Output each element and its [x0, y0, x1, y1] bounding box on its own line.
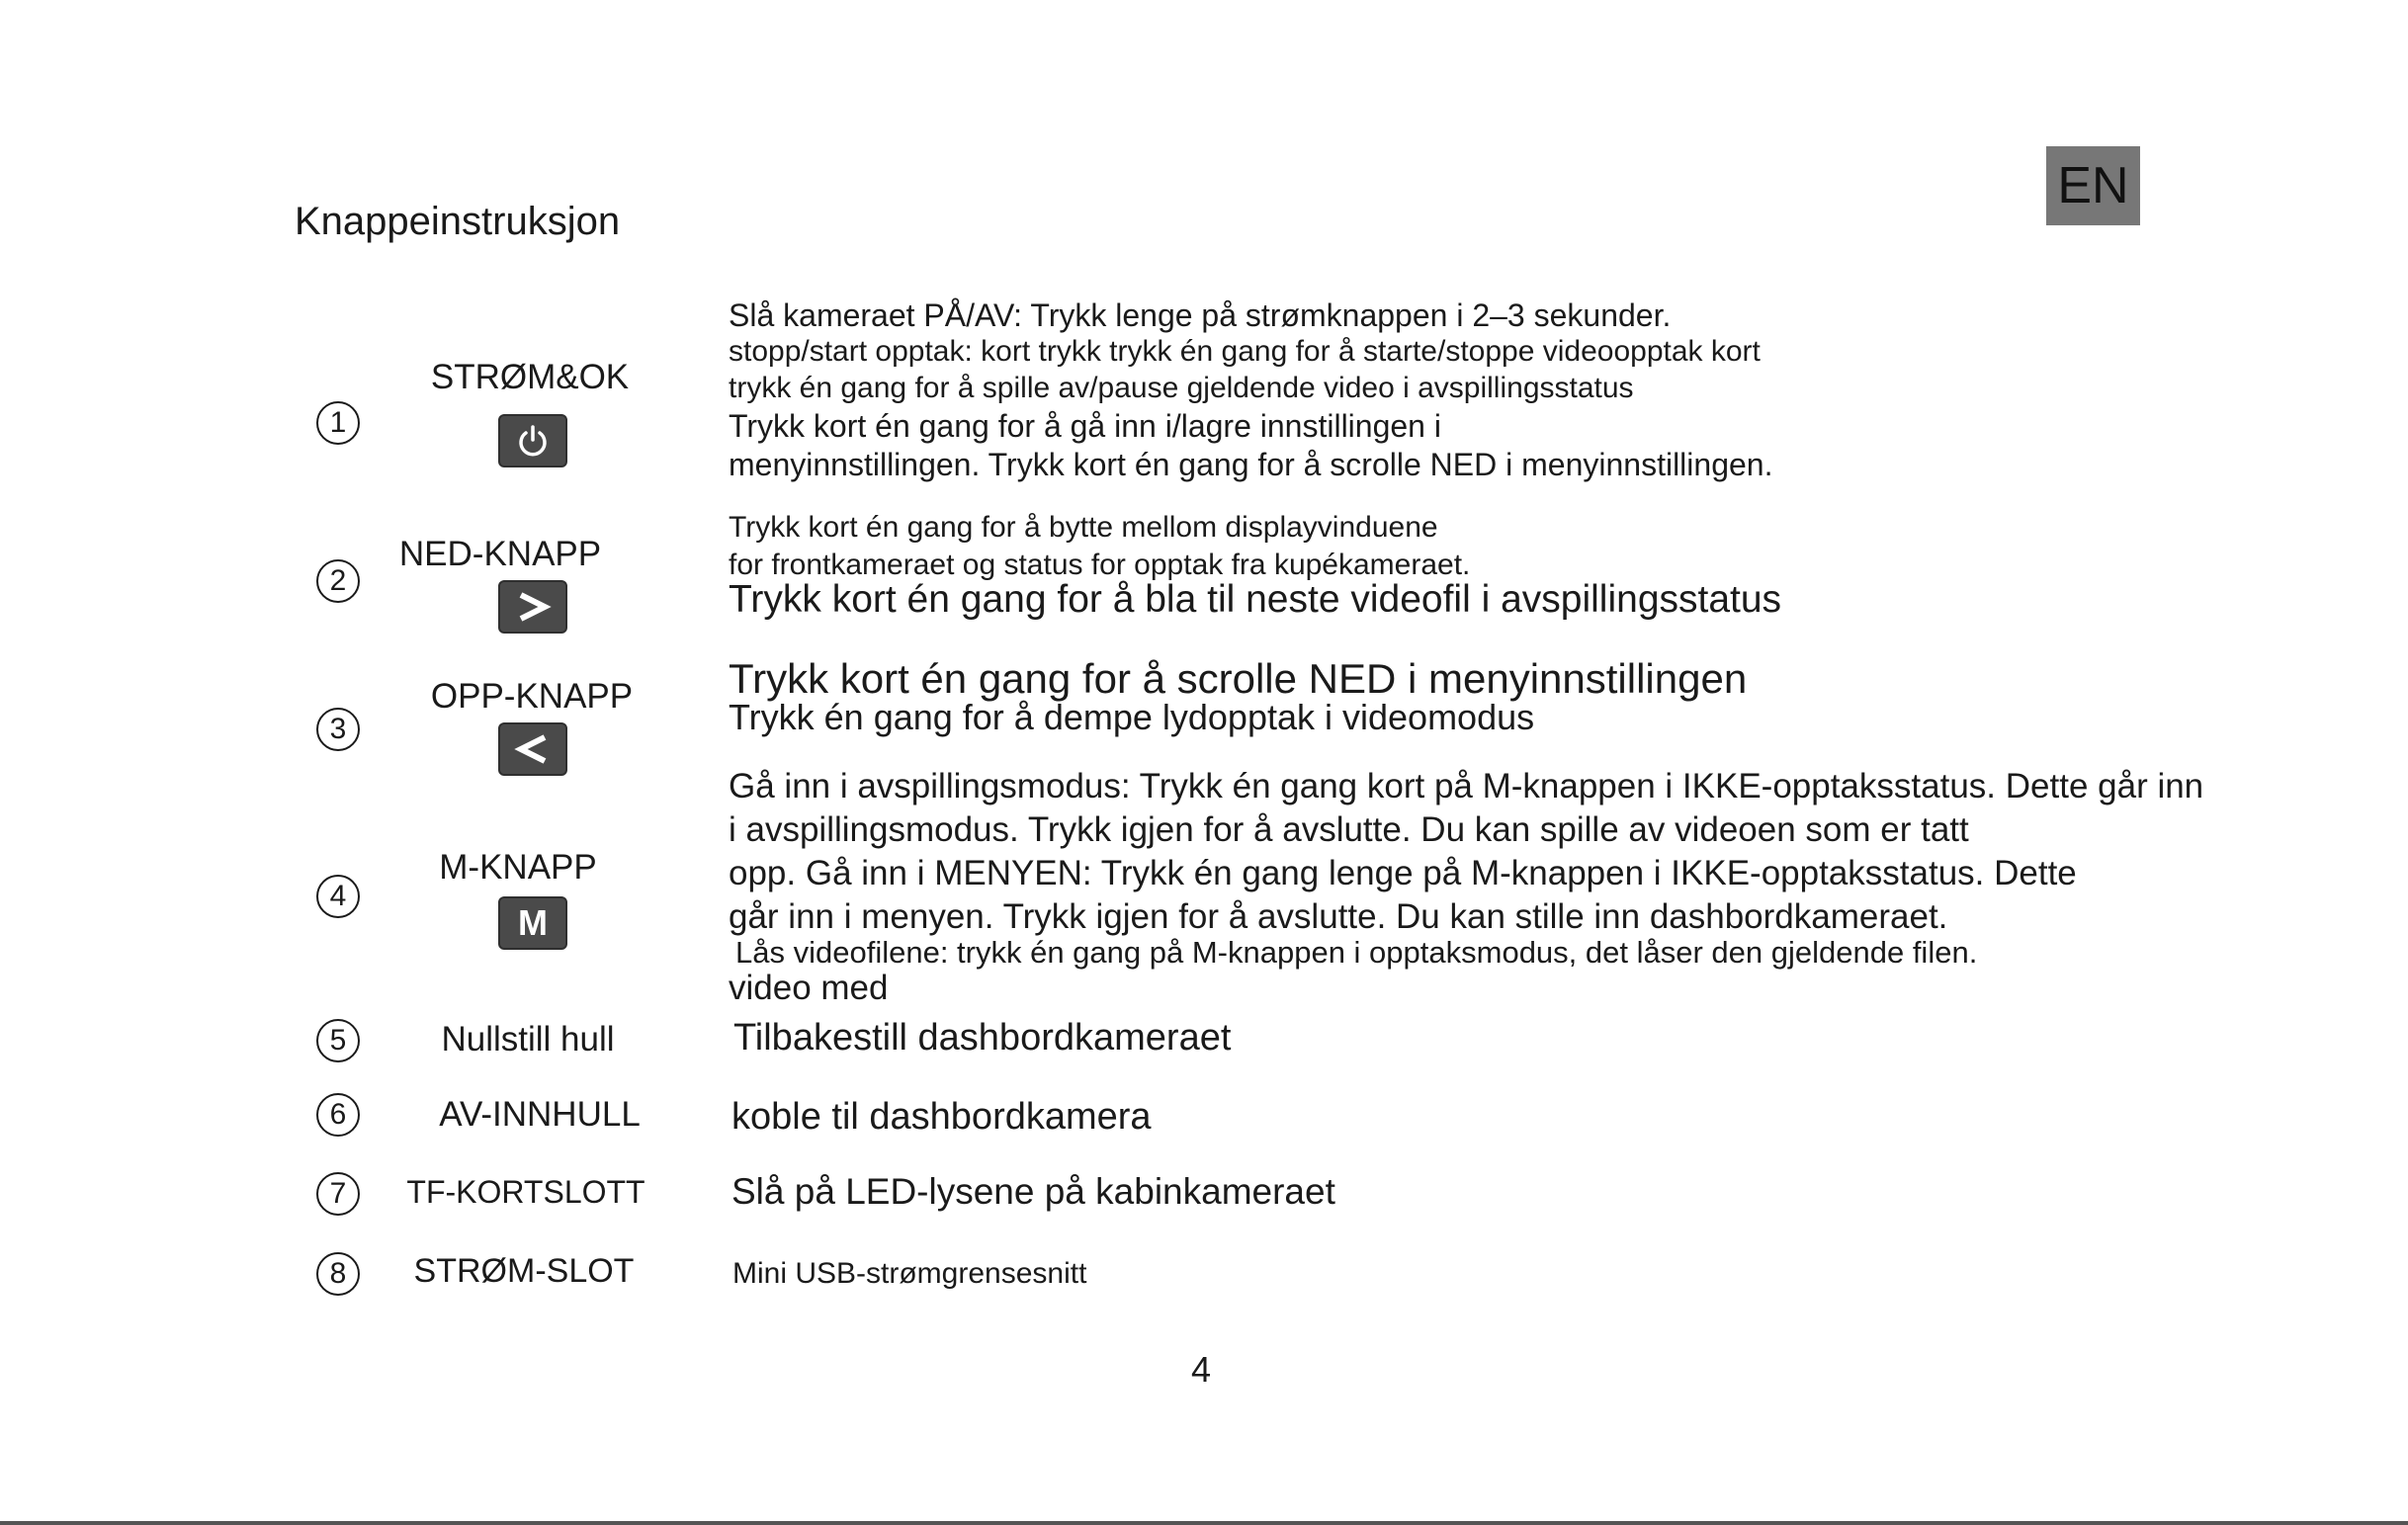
- description-line: Mini USB-strømgrensesnitt: [732, 1257, 1087, 1290]
- description-line: koble til dashbordkamera: [731, 1096, 1152, 1138]
- description-line: i avspillingsmodus. Trykk igjen for å avslutte. Du kan spille av videoen som er tatt: [729, 810, 1969, 849]
- description-line: Lås videofilene: trykk én gang på M-knappen i opptaksmodus, det låser den gjeldende filen.: [735, 935, 1978, 970]
- button-label-tf-card: TF-KORTSLOTT: [406, 1174, 645, 1210]
- description-line: Trykk kort én gang for å scrolle NED i menyinnstillingen: [729, 655, 1748, 702]
- button-label-av-in: AV-INNHULL: [439, 1095, 641, 1134]
- item-number-6: 6: [316, 1093, 360, 1137]
- description-line: Trykk kort én gang for å gå inn i/lagre innstillingen i: [729, 408, 1441, 444]
- description-line: Slå på LED-lysene på kabinkameraet: [731, 1171, 1335, 1212]
- power-key: [498, 414, 567, 467]
- button-label-down: NED-KNAPP: [398, 535, 602, 573]
- button-label-reset: Nullstill hull: [441, 1020, 615, 1059]
- down-key: [498, 580, 567, 634]
- description-line: Trykk én gang for å dempe lydopptak i videomodus: [729, 697, 1535, 737]
- m-key: [498, 896, 567, 950]
- chevron-right-icon: [513, 589, 553, 625]
- language-badge: EN: [2046, 146, 2140, 225]
- button-label-up: OPP-KNAPP: [430, 677, 634, 716]
- m-key-icon: M: [518, 902, 548, 943]
- description-line: stopp/start opptak: kort trykk trykk én gang for å starte/stoppe videoopptak kort: [729, 335, 1761, 368]
- description-line: Trykk kort én gang for å bla til neste videofil i avspillingsstatus: [729, 578, 1782, 621]
- item-number-4: 4: [316, 875, 360, 918]
- item-number-7: 7: [316, 1172, 360, 1216]
- item-number-5: 5: [316, 1019, 360, 1062]
- item-number-8: 8: [316, 1252, 360, 1296]
- item-number-2: 2: [316, 559, 360, 603]
- page-title: Knappeinstruksjon: [295, 200, 621, 243]
- page-number: 4: [1191, 1349, 1212, 1390]
- bottom-divider: [0, 1521, 2408, 1525]
- description-line: for frontkameraet og status for opptak fra kupékameraet.: [729, 549, 1471, 581]
- description-line: menyinnstillingen. Trykk kort én gang for å scrolle NED i menyinnstillingen.: [729, 447, 1773, 482]
- power-icon: [515, 423, 551, 459]
- button-label-power-slot: STRØM-SLOT: [413, 1252, 635, 1290]
- description-line: opp. Gå inn i MENYEN: Trykk én gang lenge på M-knappen i IKKE-opptaksstatus. Dette: [729, 854, 2077, 892]
- description-line: Tilbakestill dashbordkameraet: [733, 1017, 1232, 1059]
- description-line: video med: [729, 969, 889, 1007]
- button-label-power-ok: STRØM&OK: [430, 358, 630, 396]
- description-line: Gå inn i avspillingsmodus: Trykk én gang kort på M-knappen i IKKE-opptaksstatus. Dette går inn: [729, 767, 2204, 805]
- up-key: [498, 722, 567, 776]
- item-number-1: 1: [316, 401, 360, 445]
- description-line: trykk én gang for å spille av/pause gjeldende video i avspillingsstatus: [729, 372, 1634, 404]
- item-number-3: 3: [316, 708, 360, 751]
- chevron-left-icon: [513, 731, 553, 767]
- button-label-m: M-KNAPP: [439, 848, 597, 887]
- description-line: Slå kameraet PÅ/AV: Trykk lenge på strømknappen i 2–3 sekunder.: [729, 297, 1672, 333]
- description-line: går inn i menyen. Trykk igjen for å avslutte. Du kan stille inn dashbordkameraet.: [729, 897, 1948, 936]
- description-line: Trykk kort én gang for å bytte mellom displayvinduene: [729, 511, 1438, 544]
